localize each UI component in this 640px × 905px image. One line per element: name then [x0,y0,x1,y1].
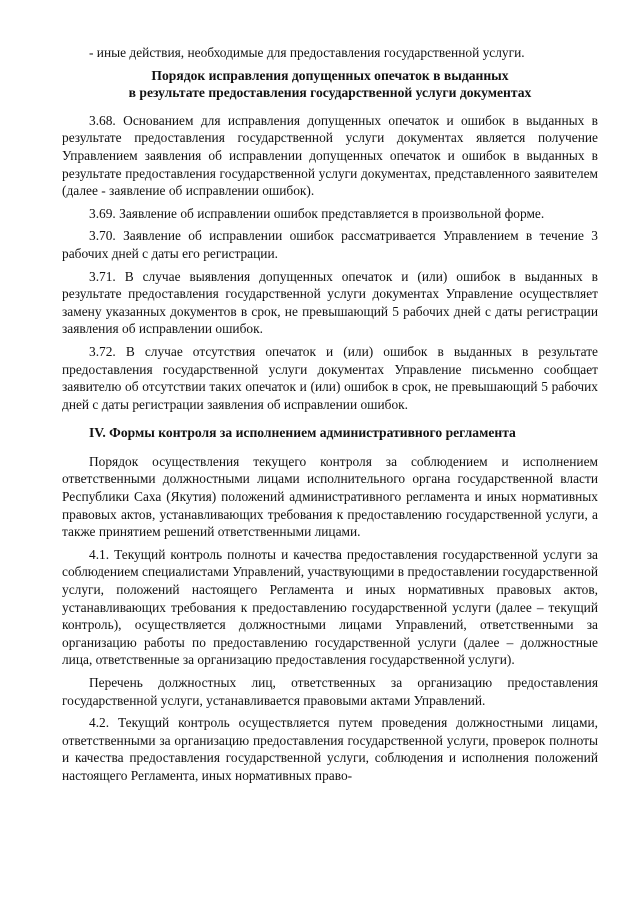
document-page [62,44,598,785]
section-heading-corrections-line2: в результате предоставления государственной услуги документах [128,85,532,101]
section-heading-control-forms: IV. Формы контроля за исполнением административного регламента [89,425,516,441]
paragraph-officials-list: Перечень должностных лиц, ответственных за организацию предоставления государственной услуги, устанавливается правовыми актами Управлений. [62,675,598,708]
paragraph-3-72: 3.72. В случае отсутствия опечаток и (или) ошибок в выданных в результате предоставления государственной услуги документах Управление письменно сообщает заявителю об отсутствии таких опечаток и (или) ошибок в срок, не превышающий 5 рабочих дней с даты регистрации заявления об исправлении ошибок. [62,343,598,412]
paragraph-3-68: 3.68. Основанием для исправления допущенных опечаток и ошибок в выданных в результате предоставления государственной услуги документах является получение Управлением заявления об исправлении допущенных опечаток и ошибок в выданных в результате предоставления государственной услуги документах, представленного заявителем (далее - заявление об исправлении ошибок). [62,112,598,199]
section-heading-corrections-line1: Порядок исправления допущенных опечаток в выданных [151,67,509,83]
intro-line: - иные действия, необходимые для предоставления государственной услуги. [89,45,525,60]
paragraph-4-2: 4.2. Текущий контроль осуществляется путем проведения должностными лицами, ответственными за организацию предоставления государственной услуги, проверок полноты и качества предоставления государственной услуги, соблюдения и исполнения положений настоящего Регламента, иных нормативных право- [62,715,598,783]
paragraph-3-71: 3.71. В случае выявления допущенных опечаток и (или) ошибок в выданных в результате предоставления государственной услуги документах Управление осуществляет замену указанных документов в срок, не превышающий 5 рабочих дней с даты регистрации заявления об исправлении ошибок. [62,268,598,337]
paragraph-3-69: 3.69. Заявление об исправлении ошибок представляется в произвольной форме. [89,205,545,221]
paragraph-3-70: 3.70. Заявление об исправлении ошибок рассматривается Управлением в течение 3 рабочих дней с даты его регистрации. [62,228,598,261]
paragraph-control-procedure: Порядок осуществления текущего контроля за соблюдением и исполнением ответственными должностными лицами исполнительного органа государственной власти Республики Саха (Якутия) положений административного регламента и иных нормативных правовых актов, устанавливающих требования к предоставлению государственной услуги, а также принятием решений ответственными лицами. [62,453,598,540]
paragraph-4-1: 4.1. Текущий контроль полноты и качества предоставления государственной услуги за соблюдением специалистами Управлений, участвующими в предоставлении государственной услуги, положений настоящего Регламента и иных нормативных правовых актов, устанавливающих требования к предоставлению государственной услуги (далее – текущий контроль), осуществляется должностными лицами Управлений, ответственными за организацию работы по предоставлению государственной услуги (далее – должностные лица, ответственные за организацию предоставления государственной услуги). [62,546,598,668]
